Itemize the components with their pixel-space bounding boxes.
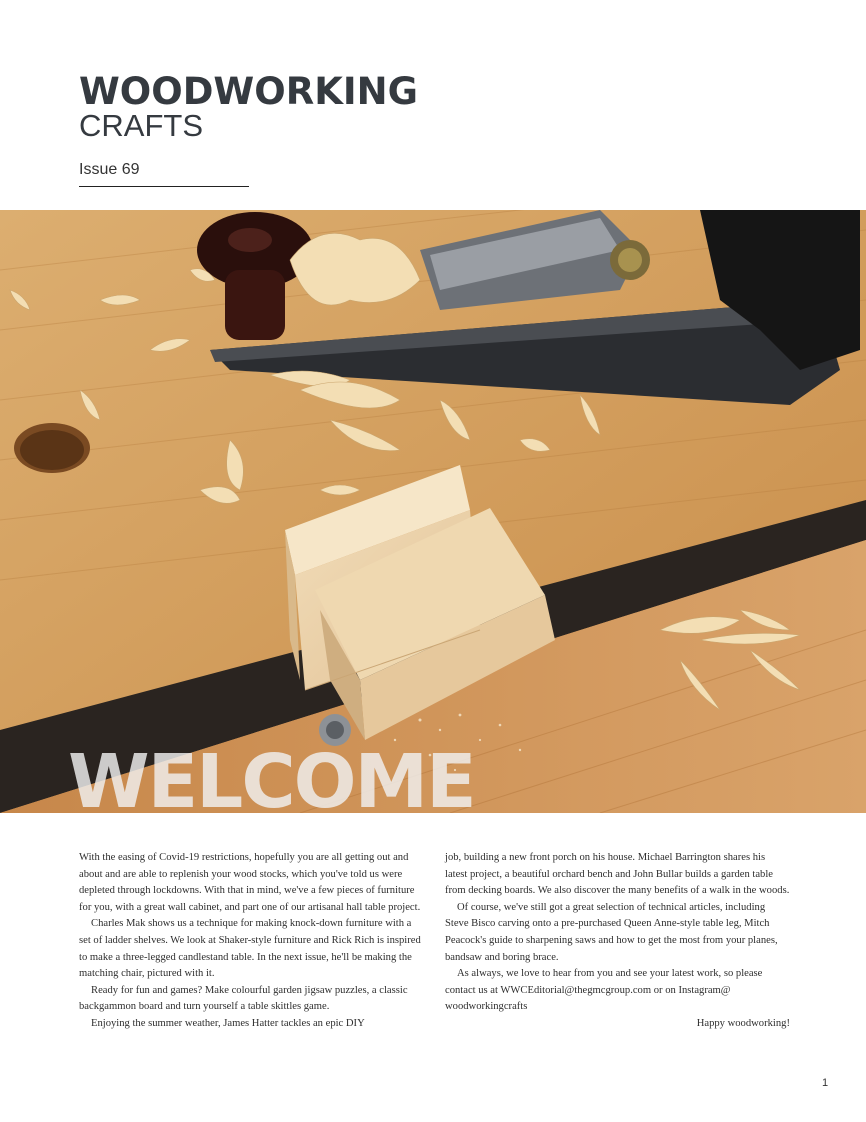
hand-plane-bench-illustration <box>0 210 866 813</box>
magazine-title: WOODWORKING <box>79 70 418 113</box>
article-left-column <box>79 850 424 1033</box>
article-paragraph: Enjoying the summer weather, James Hatter tackles an epic DIY <box>91 1017 365 1029</box>
article-paragraph: With the easing of Covid-19 restrictions, hopefully you are all getting out and about and are able to replenish your wood stocks, which you've told us were depleted through lockdowns. With that in mind, we've a few pieces of furniture for you, with a great wall cabinet, and part one of our artisanal hall table project. <box>79 852 421 913</box>
signoff: Happy woodworking! <box>696 1017 790 1029</box>
article-paragraph: Of course, we've still got a great selection of technical articles, including Steve Bisco carving onto a pre-purchased Queen Anne-style table leg, Mitch Peacock's guide to sharpening saws and how to get the most from your planes, bandsaw and boring brace. <box>445 901 778 963</box>
welcome-heading: WELCOME <box>68 745 475 813</box>
article-paragraph: Charles Mak shows us a technique for making knock-down furniture with a set of ladder shelves. We look at Shaker-style furniture and Rick Rich is inspired to make a three-legged candlestand table. In the next issue, he'll be making the matching chair, pictured with it. <box>79 918 421 980</box>
hero-photo <box>0 210 866 813</box>
article-paragraph: job, building a new front porch on his house. Michael Barrington shares his latest project, a beautiful orchard bench and John Bullar builds a garden table from decking boards. We also discover the many benefits of a walk in the woods. <box>445 852 790 897</box>
article-paragraph: As always, we love to hear from you and see your latest work, so please contact us at WWCEditorial@thegmcgroup.com or on Instagram@ woodworkingcrafts <box>445 968 763 1013</box>
masthead <box>79 70 418 142</box>
article-right-column <box>445 850 790 1033</box>
article-paragraph: Ready for fun and games? Make colourful garden jigsaw puzzles, a classic backgammon board and turn yourself a table skittles game. <box>79 984 408 1013</box>
page-number: 1 <box>822 1077 829 1089</box>
issue-number: Issue 69 <box>79 161 249 187</box>
magazine-subtitle: CRAFTS <box>79 108 203 143</box>
